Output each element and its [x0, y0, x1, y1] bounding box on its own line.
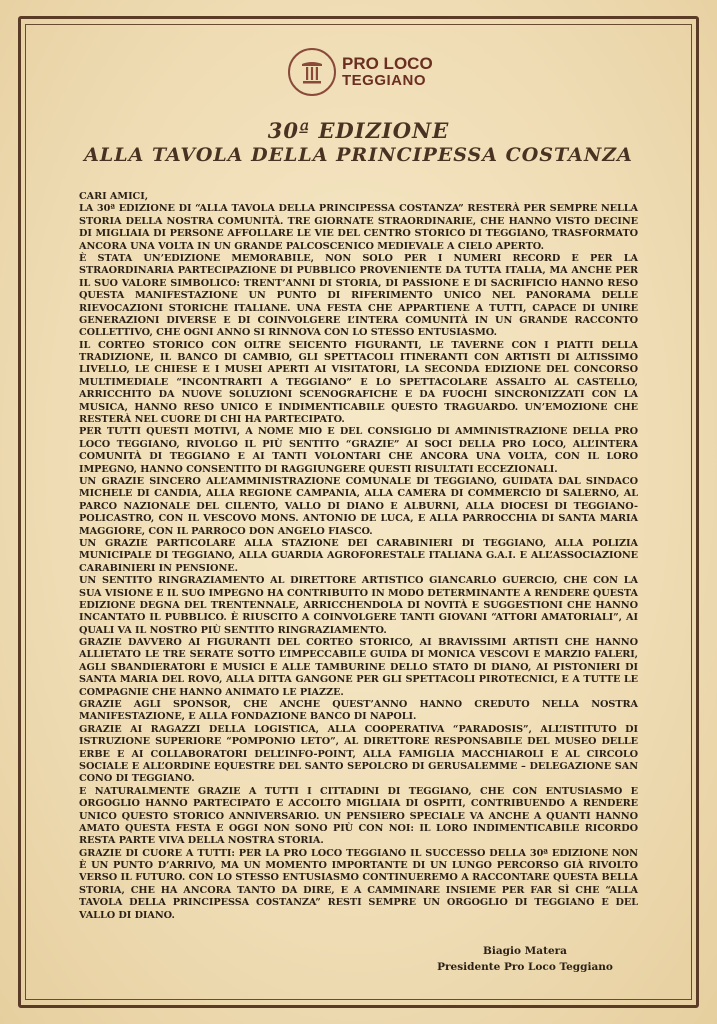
- edition-title: 30ª EDIZIONE: [267, 118, 450, 143]
- letter-paragraph: È STATA UN’EDIZIONE MEMORABILE, NON SOLO PER I NUMERI RECORD E PER LA STRAORDINARIA PARTECIPAZIONE DI PUBBLICO PROVENIENTE DA TUTTA ITALIA, MA ANCHE PER IL SUO VALORE SIMBOLICO: TRENT’ANNI DI STORIA, DI PASSIONE E DI SACRIFICIO HANNO RESO QUESTA MANIFESTAZIONE UN PUNTO DI RIFERIMENTO UNICO NEL PANORAMA DELLE RIEVOCAZIONI STORICHE ITALIANE. UNA FESTA CHE APPARTIENE A TUTTI, CAPACE DI UNIRE GENERAZIONI DIVERSE E DI COINVOLGERE L’INTERA COMUNITÀ IN UN GRANDE RACCONTO COLLETTIVO, CHE OGNI ANNO SI RINNOVA CON LO STESSO ENTUSIASMO.: [79, 252, 638, 339]
- letter-paragraph: GRAZIE DAVVERO AI FIGURANTI DEL CORTEO STORICO, AI BRAVISSIMI ARTISTI CHE HANNO ALLIETATO LE TRE SERATE SOTTO L’IMPECCABILE GUIDA DI MONICA VESCOVI E MARZIO FALERI, AGLI SBANDIERATORI E MUSICI E ALLE TAMBURINE DELLO STATO DI DIANO, AI PISTONIERI DI SANTA MARIA DEL ROVO, ALLA DITTA GANGONE PER GLI SPETTACOLI PIROTECNICI, E A TUTTE LE COMPAGNIE CHE HANNO ANIMATO LE PIAZZE.: [79, 637, 638, 698]
- column-icon: [288, 48, 336, 96]
- logo-line-1: PRO LOCO: [342, 54, 433, 74]
- letter-paragraph: PER TUTTI QUESTI MOTIVI, A NOME MIO E DEL CONSIGLIO DI AMMINISTRAZIONE DELLA PRO LOCO TEGGIANO, RIVOLGO IL PIÙ SENTITO “GRAZIE” AI SOCI DELLA PRO LOCO, ALL’INTERA COMUNITÀ DI TEGGIANO E AI TANTI VOLONTARI CHE ANCORA UNA VOLTA, CON IL LORO IMPEGNO, HANNO CONSENTITO DI RAGGIUNGERE QUESTI RISULTATI ECCEZIONALI.: [79, 426, 638, 475]
- letter-paragraph: IL CORTEO STORICO CON OLTRE SEICENTO FIGURANTI, LE TAVERNE CON I PIATTI DELLA TRADIZIONE, IL BANCO DI CAMBIO, GLI SPETTACOLI ITINERANTI CON ARTISTI DI ALTISSIMO LIVELLO, LE CHIESE E I MUSEI APERTI AI VISITATORI, LA SECONDA EDIZIONE DEL CONCORSO MULTIMEDIALE “INCONTRARTI A TEGGIANO” E LO SPETTACOLARE ASSALTO AL CASTELLO, ARRICCHITO DA NUOVE SOLUZIONI SCENOGRAFICHE E DA FUOCHI SINCRONIZZATI CON LA MUSICA, HANNO RESO UNICO E INDIMENTICABILE QUESTO TRAGUARDO. UN’EMOZIONE CHE RESTERÀ NEL CUORE DI CHI HA PARTECIPATO.: [79, 339, 638, 426]
- letter-paragraph: UN GRAZIE PARTICOLARE ALLA STAZIONE DEI CARABINIERI DI TEGGIANO, ALLA POLIZIA MUNICIPALE DI TEGGIANO, ALLA GUARDIA AGROFORESTALE ITALIANA G.A.I. E ALL’ASSOCIAZIONE CARABINIERI IN PENSIONE.: [79, 537, 638, 574]
- logo-text: [342, 55, 433, 89]
- letter-body: [79, 191, 638, 922]
- signature-role: Presidente Pro Loco Teggiano: [437, 961, 613, 973]
- letter-paragraph: GRAZIE AI RAGAZZI DELLA LOGISTICA, ALLA COOPERATIVA “PARADOSIS”, ALL’ISTITUTO DI ISTRUZIONE SUPERIORE “POMPONIO LETO”, AL DIRETTORE RESPONSABILE DEL MUSEO DELLE ERBE E AI COLLABORATORI DELL’INFO-POINT, ALLA FAMIGLIA MACCHIAROLI E AL CIRCOLO SOCIALE E ALL’ORDINE EQUESTRE DEL SANTO SEPOLCRO DI GERUSALEMME – DELEGAZIONE SAN CONO DI TEGGIANO.: [79, 723, 638, 785]
- signature-name: Biagio Matera: [483, 945, 567, 957]
- logo-line-2: TEGGIANO: [342, 72, 427, 90]
- event-title: ALLA TAVOLA DELLA PRINCIPESSA COSTANZA: [84, 144, 633, 166]
- letter-paragraph: UN SENTITO RINGRAZIAMENTO AL DIRETTORE ARTISTICO GIANCARLO GUERCIO, CHE CON LA SUA VISIONE E IL SUO IMPEGNO HA CONTRIBUITO IN MODO DETERMINANTE A RENDERE QUESTA EDIZIONE DEGNA DEL TRENTENNALE, ARRICCHENDOLA DI NOVITÀ E SUGGESTIONI CHE HANNO INCANTATO IL PUBBLICO. È RIUSCITO A COINVOLGERE TANTI GIOVANI “ATTORI AMATORIALI”, AI QUALI VA IL NOSTRO PIÙ SENTITO RINGRAZIAMENTO.: [79, 575, 638, 636]
- letter-paragraph: UN GRAZIE SINCERO ALL’AMMINISTRAZIONE COMUNALE DI TEGGIANO, GUIDATA DAL SINDACO MICHELE DI CANDIA, ALLA REGIONE CAMPANIA, ALLA CAMERA DI COMMERCIO DI SALERNO, AL PARCO NAZIONALE DEL CILENTO, VALLO DI DIANO E ALBURNI, ALLA DIOCESI DI TEGGIANO-POLICASTRO, CON IL VESCOVO MONS. ANTONIO DE LUCA, E ALLA PARROCCHIA DI SANTA MARIA MAGGIORE, CON IL PARROCO DON ANGELO FIASCO.: [79, 475, 638, 537]
- letter-paragraph: E NATURALMENTE GRAZIE A TUTTI I CITTADINI DI TEGGIANO, CHE CON ENTUSIASMO E ORGOGLIO HANNO PARTECIPATO E ACCOLTO MIGLIAIA DI OSPITI, CONTRIBUENDO A RENDERE UNICO QUESTO STORICO ANNIVERSARIO. UN PENSIERO SPECIALE VA ANCHE A QUANTI HANNO AMATO QUESTA FESTA E OGGI NON SONO PIÙ CON NOI: IL LORO INDIMENTICABILE RICORDO RESTA PARTE VIVA DELLA NOSTRA STORIA.: [79, 785, 638, 847]
- letter-paragraph: LA 30ª EDIZIONE DI “ALLA TAVOLA DELLA PRINCIPESSA COSTANZA” RESTERÀ PER SEMPRE NELLA STORIA DELLA NOSTRA COMUNITÀ. TRE GIORNATE STRAORDINARIE, CHE HANNO VISTO DECINE DI MIGLIAIA DI PERSONE AFFOLLARE LE VIE DEL CENTRO STORICO DI TEGGIANO, TRASFORMATO ANCORA UNA VOLTA IN UN GRANDE PALCOSCENICO MEDIEVALE A CIELO APERTO.: [79, 203, 638, 252]
- letter-paragraph: CARI AMICI,: [79, 191, 149, 202]
- letter-paragraph: GRAZIE AGLI SPONSOR, CHE ANCHE QUEST’ANNO HANNO CREDUTO NELLA NOSTRA MANIFESTAZIONE, E ALLA FONDAZIONE BANCO DI NAPOLI.: [79, 699, 638, 723]
- signature-block: [420, 943, 630, 975]
- letter-paragraph: GRAZIE DI CUORE A TUTTI: PER LA PRO LOCO TEGGIANO IL SUCCESSO DELLA 30ª EDIZIONE NON È UN PUNTO D’ARRIVO, MA UN MOMENTO IMPORTANTE DI UN LUNGO PERCORSO GIÀ RIVOLTO VERSO IL FUTURO. CON LO STESSO ENTUSIASMO CONTINUEREMO A RACCONTARE QUESTA BELLA STORIA, CHE HA ANCORA TANTO DA DIRE, E A CAMMINARE INSIEME PER FAR SÌ CHE “ALLA TAVOLA DELLA PRINCIPESSA COSTANZA” RESTI SEMPRE UN ORGOGLIO DI TEGGIANO E DEL VALLO DI DIANO.: [79, 847, 638, 921]
- pro-loco-logo: [288, 46, 448, 98]
